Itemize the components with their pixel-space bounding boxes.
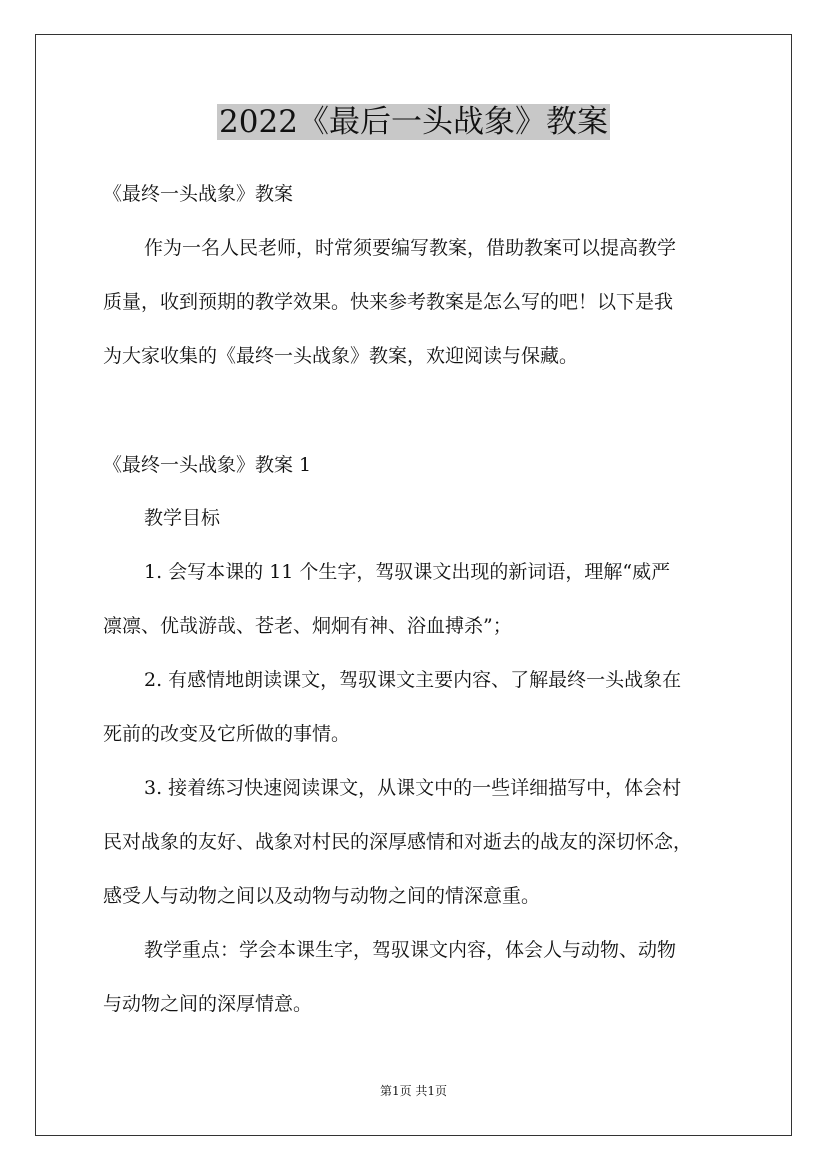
text-line: 作为一名人民老师，时常须要编写教案，借助教案可以提高教学 xyxy=(144,237,677,259)
text-line: 为大家收集的《最终一头战象》教案，欢迎阅读与保藏。 xyxy=(103,345,579,367)
text-line: 民对战象的友好、战象对村民的深厚感情和对逝去的战友的深切怀念， xyxy=(103,831,693,853)
text-line: 感受人与动物之间以及动物与动物之间的情深意重。 xyxy=(103,885,541,907)
subheading: 教学目标 xyxy=(144,507,221,529)
text-line: 《最终一头战象》教案 xyxy=(103,183,294,205)
title-text: 2022《最后一头战象》教案 xyxy=(219,104,608,140)
text-line: 3. 接着练习快速阅读课文，从课文中的一些详细描写中，体会村 xyxy=(144,777,682,799)
text-line: 教学重点：学会本课生字，驾驭课文内容，体会人与动物、动物 xyxy=(144,939,677,961)
text-line: 死前的改变及它所做的事情。 xyxy=(103,723,351,745)
document-title xyxy=(0,100,827,144)
text-line: 2. 有感情地朗读课文，驾驭课文主要内容、了解最终一头战象在 xyxy=(144,669,682,691)
text-line: 凛凛、优哉游哉、苍老、炯炯有神、浴血搏杀”； xyxy=(103,615,512,637)
section-heading: 《最终一头战象》教案 1 xyxy=(103,454,312,476)
text-line: 1. 会写本课的 11 个生字，驾驭课文出现的新词语，理解“威严 xyxy=(144,561,671,583)
text-line: 与动物之间的深厚情意。 xyxy=(103,993,313,1015)
text-line: 质量，收到预期的教学效果。快来参考教案是怎么写的吧！以下是我 xyxy=(103,291,674,313)
page-footer: 第1页 共1页 xyxy=(379,1084,448,1098)
